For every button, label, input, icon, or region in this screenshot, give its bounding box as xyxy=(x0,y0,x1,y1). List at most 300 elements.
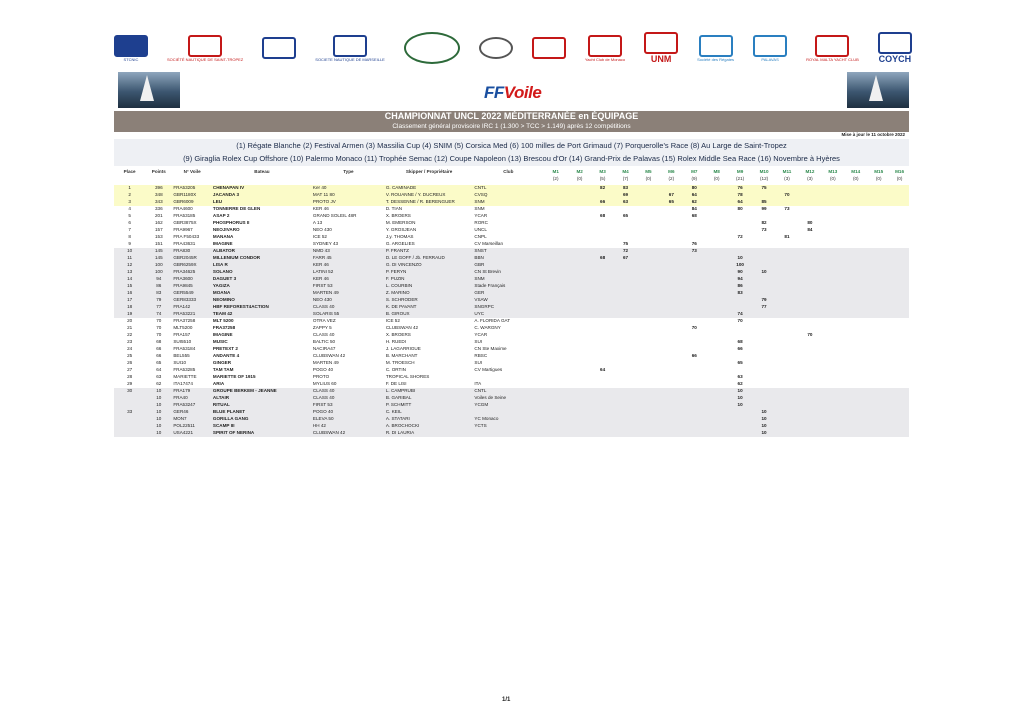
table-row xyxy=(114,276,909,283)
cell-m1 xyxy=(543,346,568,353)
cell-m13 xyxy=(821,283,844,290)
cell-m10 xyxy=(753,234,776,241)
cell-sail-number: SUI5510 xyxy=(173,339,192,345)
cell-m4 xyxy=(614,346,637,353)
cell-skipper: T. DESSENNE / R. BERENGUER xyxy=(385,199,474,206)
cell-m5 xyxy=(637,402,660,409)
cell-m14 xyxy=(844,367,867,374)
cell-m2 xyxy=(568,353,591,360)
table-row xyxy=(114,353,909,360)
cell-m5 xyxy=(637,367,660,374)
cell-type: FARR 45 xyxy=(312,255,385,262)
cell-m1 xyxy=(543,290,568,297)
cell-m2 xyxy=(568,192,591,199)
club-logo-3 xyxy=(262,28,296,68)
cell-m6 xyxy=(660,367,683,374)
header-m6-count: (2) xyxy=(668,175,675,181)
cell-m6 xyxy=(660,318,683,325)
cell-m14 xyxy=(844,241,867,248)
cell-points: 201 xyxy=(154,213,163,219)
table-row xyxy=(114,255,909,262)
cell-m3 xyxy=(591,234,614,241)
cell-type: KER 46 xyxy=(312,262,385,269)
table-row xyxy=(114,192,909,199)
cell-type: POGO 40 xyxy=(312,367,334,373)
cell-points: 70 xyxy=(156,325,162,331)
cell-type: ELEVA 50 xyxy=(312,416,385,423)
cell-m11 xyxy=(776,346,799,353)
cell-club: YCAR xyxy=(474,332,488,338)
societe-des-regates-logo-text: Société des Régates xyxy=(697,56,735,62)
cell-m11 xyxy=(776,304,799,311)
cell-skipper: B. GARIBAL xyxy=(385,395,474,402)
cell-m13 xyxy=(821,248,844,255)
header-m12-label: M12 xyxy=(805,169,815,174)
cell-points: 94 xyxy=(145,276,172,283)
cell-m13 xyxy=(821,241,844,248)
cell-m6 xyxy=(660,269,683,276)
cell-m6 xyxy=(660,423,683,430)
cell-m1 xyxy=(543,248,568,255)
cell-m14 xyxy=(844,325,867,332)
cell-m16 xyxy=(890,360,909,367)
cell-sail-number: GBR3875X xyxy=(173,220,197,226)
cell-club: CVSQ xyxy=(473,192,543,199)
cell-m6 xyxy=(660,227,683,234)
cell-m11 xyxy=(776,360,799,367)
cell-m1 xyxy=(543,395,568,402)
cell-m9: 63 xyxy=(737,374,743,380)
cell-m1 xyxy=(543,234,568,241)
results-table xyxy=(114,168,909,437)
header-m10-label: M10 xyxy=(759,169,769,174)
cell-m5 xyxy=(637,269,660,276)
header-skipper: Skipper / Propriétaire xyxy=(405,169,453,174)
cell-m5 xyxy=(637,416,660,423)
cell-m8 xyxy=(706,402,728,409)
cell-m14 xyxy=(844,416,867,423)
cell-m2 xyxy=(568,409,591,416)
cell-m5 xyxy=(637,234,660,241)
cell-m13 xyxy=(821,206,844,213)
cell-m15 xyxy=(867,192,890,199)
ffvoile-logo xyxy=(484,83,541,103)
cell-m15 xyxy=(867,402,890,409)
cell-m3 xyxy=(591,395,614,402)
cell-m9: 72 xyxy=(737,234,743,240)
cell-m14 xyxy=(844,311,867,318)
cell-m9: 10 xyxy=(728,255,753,262)
cell-m13 xyxy=(821,297,844,304)
cell-boat: TONNERRE DE GLEN xyxy=(212,206,261,212)
cell-m7: 68 xyxy=(691,213,697,219)
cell-skipper: C. KEIL xyxy=(385,409,474,416)
cell-m5 xyxy=(637,283,660,290)
cell-m11 xyxy=(776,402,799,409)
cell-m13 xyxy=(821,318,844,325)
cell-m15 xyxy=(867,241,890,248)
cell-m9: 68 xyxy=(737,339,743,345)
cell-m14 xyxy=(844,353,867,360)
cell-sail-number: MON7 xyxy=(172,416,212,423)
cell-m3 xyxy=(591,220,614,227)
cell-m11 xyxy=(776,269,799,276)
cell-boat: HBF REFOREST4ACTION xyxy=(212,304,312,311)
cell-m8 xyxy=(706,381,728,388)
cell-m7 xyxy=(683,409,706,416)
cell-m5 xyxy=(637,381,660,388)
cell-m5 xyxy=(637,213,660,220)
cell-m1 xyxy=(543,416,568,423)
cell-m14 xyxy=(844,430,867,437)
cell-m5 xyxy=(637,339,660,346)
unm-logo-text: UNM xyxy=(650,54,672,64)
table-row xyxy=(114,199,909,206)
cell-m5 xyxy=(637,297,660,304)
cell-m2 xyxy=(568,283,591,290)
table-row xyxy=(114,234,909,241)
cell-m3 xyxy=(591,346,614,353)
header-m4 xyxy=(614,168,637,185)
cell-place: 10 xyxy=(114,248,145,255)
cell-m13 xyxy=(821,227,844,234)
cell-m12 xyxy=(798,213,821,220)
cell-type: PROTO xyxy=(312,374,330,380)
cell-m4 xyxy=(614,227,637,234)
cell-m16 xyxy=(890,283,909,290)
cell-m3 xyxy=(591,374,614,381)
cell-m9: 70 xyxy=(737,318,743,324)
cell-m16 xyxy=(890,276,909,283)
cell-m5 xyxy=(637,332,660,339)
table-row xyxy=(114,360,909,367)
cell-m8 xyxy=(706,213,728,220)
cell-sail-number: GBR6009 xyxy=(172,199,212,206)
cell-m3: 66 xyxy=(591,199,614,206)
cell-m4 xyxy=(614,262,637,269)
cell-m2 xyxy=(568,332,591,339)
cell-points: 10 xyxy=(145,430,172,437)
cell-m10 xyxy=(753,332,776,339)
cell-m13 xyxy=(821,367,844,374)
header-m5-label: M5 xyxy=(645,169,652,174)
table-row xyxy=(114,304,909,311)
cell-m5 xyxy=(637,318,660,325)
cell-m16 xyxy=(890,227,909,234)
cell-points: 66 xyxy=(156,353,162,359)
cell-m14 xyxy=(844,297,867,304)
header-m3-label: M3 xyxy=(599,169,606,174)
cell-m16 xyxy=(890,325,909,332)
yacht-club-de-monaco-logo-text: Yacht Club de Monaco xyxy=(584,56,626,62)
cell-m14 xyxy=(844,213,867,220)
cell-m3 xyxy=(591,423,614,430)
cell-m7 xyxy=(683,297,706,304)
header-m15-label: M15 xyxy=(874,169,884,174)
header-club: Club xyxy=(503,169,514,174)
table-row xyxy=(114,381,909,388)
cell-club: A. FLORIDA GAT xyxy=(474,318,511,324)
cell-m13 xyxy=(821,276,844,283)
societe-nautique-marseille-logo-mark-icon xyxy=(333,35,367,57)
cell-type: A 13 xyxy=(312,220,323,226)
cell-type: BALTIC 50 xyxy=(312,339,336,345)
cell-m7: 73 xyxy=(683,248,706,255)
cell-sail-number: FRA43631 xyxy=(173,241,196,247)
cell-m4: 72 xyxy=(614,248,637,255)
cell-m12 xyxy=(798,311,821,318)
cell-m14 xyxy=(844,262,867,269)
cell-m4 xyxy=(614,409,637,416)
cell-m8 xyxy=(706,346,728,353)
cell-m16 xyxy=(890,199,909,206)
cell-skipper: L. COURBIN xyxy=(385,283,474,290)
cell-m8 xyxy=(706,339,728,346)
cell-m1 xyxy=(543,241,568,248)
cell-m4 xyxy=(614,374,637,381)
cell-m11 xyxy=(776,416,799,423)
cell-m4 xyxy=(614,297,637,304)
cell-m10 xyxy=(753,360,776,367)
cell-m10 xyxy=(753,213,776,220)
cell-m12 xyxy=(798,276,821,283)
cell-sail-number: FRA179 xyxy=(172,388,212,395)
cell-m16 xyxy=(890,185,909,192)
cell-place: 5 xyxy=(128,213,131,219)
cell-m11 xyxy=(776,276,799,283)
cell-m1 xyxy=(543,325,568,332)
cell-m2 xyxy=(568,360,591,367)
cell-boat: ALBATOR xyxy=(212,248,312,255)
cell-m13 xyxy=(821,416,844,423)
cell-m2 xyxy=(568,325,591,332)
cell-m4 xyxy=(614,353,637,360)
cell-sail-number: FRA9967 xyxy=(173,227,193,233)
cell-m16 xyxy=(890,402,909,409)
cell-m4 xyxy=(614,290,637,297)
cell-m1 xyxy=(543,262,568,269)
cell-club: CNTL xyxy=(473,185,543,192)
cell-m14 xyxy=(844,255,867,262)
cell-m14 xyxy=(844,339,867,346)
cell-m12 xyxy=(798,395,821,402)
cell-m11 xyxy=(776,227,799,234)
cell-skipper: B. MARCHANT xyxy=(385,353,418,359)
cell-m11: 81 xyxy=(784,234,790,240)
cell-type: NACIRA47 xyxy=(312,346,336,352)
cell-m4 xyxy=(614,430,637,437)
cell-m2 xyxy=(568,185,591,192)
cell-m14 xyxy=(844,199,867,206)
cell-skipper: L. CAMPRUBI xyxy=(385,388,474,395)
cell-club: VSAW xyxy=(473,297,543,304)
cell-m6 xyxy=(660,353,683,360)
cell-points: 63 xyxy=(156,374,162,380)
societe-nautique-marseille-logo xyxy=(315,28,385,68)
cell-m6 xyxy=(660,374,683,381)
cell-m1 xyxy=(543,227,568,234)
header-m6-label: M6 xyxy=(668,169,675,174)
cell-type: ZAPPY 5 xyxy=(312,325,332,331)
cell-m13 xyxy=(821,192,844,199)
cell-m7 xyxy=(683,262,706,269)
cell-m7 xyxy=(683,423,706,430)
porquerolles-yacht-club-logo xyxy=(479,28,513,68)
cell-m6 xyxy=(660,213,683,220)
cell-m6 xyxy=(660,297,683,304)
cell-sail-number: ITA17474 xyxy=(173,381,193,387)
header-m4-count: (7) xyxy=(622,175,629,181)
cell-m9 xyxy=(728,430,753,437)
cell-place: 8 xyxy=(128,234,131,240)
cell-m8 xyxy=(706,318,728,325)
cell-m7 xyxy=(683,388,706,395)
table-row xyxy=(114,269,909,276)
cell-m12 xyxy=(798,346,821,353)
cell-club: CV Marseillan xyxy=(474,241,503,247)
cell-sail-number: FRA142 xyxy=(172,304,212,311)
cell-m2 xyxy=(568,423,591,430)
page-number: 1/1 xyxy=(502,697,511,703)
cell-club: Voiles de Seine xyxy=(473,395,543,402)
cell-m8 xyxy=(706,269,728,276)
club-logo-7-mark-icon xyxy=(532,37,566,59)
cell-sail-number: BEL555 xyxy=(173,353,190,359)
table-row xyxy=(114,367,909,374)
cell-m2 xyxy=(568,255,591,262)
cell-m11 xyxy=(776,353,799,360)
cell-m16 xyxy=(890,353,909,360)
cell-m15 xyxy=(867,234,890,241)
cell-boat: BLUE PLANET xyxy=(212,409,312,416)
cell-skipper: F. DE LISI xyxy=(385,381,407,387)
cell-points: 162 xyxy=(154,220,163,226)
cell-m16 xyxy=(890,416,909,423)
cell-m7 xyxy=(683,318,706,325)
cell-boat: FRA37258 xyxy=(212,325,236,331)
header-m13 xyxy=(821,168,844,185)
cell-m6 xyxy=(660,304,683,311)
cell-m14 xyxy=(844,402,867,409)
cell-m11 xyxy=(776,318,799,325)
cell-m1 xyxy=(543,297,568,304)
title-banner xyxy=(114,111,909,132)
cell-m15 xyxy=(867,290,890,297)
cell-club: YCAR xyxy=(474,213,488,219)
cell-m5 xyxy=(637,248,660,255)
cell-m12: 84 xyxy=(807,227,813,233)
cell-m3 xyxy=(591,290,614,297)
cell-place: 6 xyxy=(128,220,131,226)
cell-m5 xyxy=(637,374,660,381)
cell-skipper: B. GIROUX xyxy=(385,311,474,318)
cell-m3 xyxy=(591,339,614,346)
cell-m1 xyxy=(543,402,568,409)
cell-m10 xyxy=(753,388,776,395)
cell-m16 xyxy=(890,430,909,437)
table-row xyxy=(114,227,909,234)
cell-m16 xyxy=(890,213,909,220)
cell-club: CNPL xyxy=(474,234,487,240)
cell-m2 xyxy=(568,234,591,241)
cell-m15 xyxy=(867,332,890,339)
cell-m16 xyxy=(890,388,909,395)
cell-points: 348 xyxy=(145,192,172,199)
ffvoile-ff: FF xyxy=(484,83,504,102)
cell-place: 33 xyxy=(114,409,145,416)
cell-type: CLASS 40 xyxy=(312,304,385,311)
cell-boat: NEOMINO xyxy=(212,297,312,304)
cell-sail-number: FRA53221 xyxy=(172,311,212,318)
header-m11-count: (3) xyxy=(784,175,790,181)
cell-m5 xyxy=(637,276,660,283)
cell-m6 xyxy=(660,339,683,346)
cell-m11 xyxy=(776,395,799,402)
cell-skipper: J.y. THOMAS xyxy=(385,234,414,240)
cell-m10: 77 xyxy=(753,304,776,311)
cell-m13 xyxy=(821,388,844,395)
cell-m12 xyxy=(798,388,821,395)
cell-points: 77 xyxy=(145,304,172,311)
cell-sail-number: GBR1180X xyxy=(172,192,212,199)
cell-m12 xyxy=(798,374,821,381)
cell-m9: 80 xyxy=(737,206,743,212)
cell-m6 xyxy=(660,409,683,416)
table-row xyxy=(114,283,909,290)
header-m7-count: (9) xyxy=(691,175,698,181)
porquerolles-yacht-club-logo-mark-icon xyxy=(479,37,513,59)
cell-place: 3 xyxy=(114,199,145,206)
cell-m13 xyxy=(821,255,844,262)
cell-m1 xyxy=(543,213,568,220)
club-logos-strip xyxy=(114,24,912,72)
page-subtitle: Classement général provisoire IRC 1 (1.300 > TCC > 1.149) après 12 compétitions xyxy=(392,123,631,130)
cell-m12 xyxy=(798,199,821,206)
table-row xyxy=(114,297,909,304)
cell-m6 xyxy=(660,388,683,395)
cell-place: 11 xyxy=(114,255,145,262)
header-m15-count: (0) xyxy=(875,175,882,181)
cell-m2 xyxy=(568,339,591,346)
cell-m13 xyxy=(821,213,844,220)
cell-place: 17 xyxy=(114,297,145,304)
cell-sail-number: FRA34625 xyxy=(172,269,212,276)
cell-sail-number: FRA3600 xyxy=(172,276,212,283)
cell-m12 xyxy=(798,297,821,304)
cell-m6 xyxy=(660,416,683,423)
cell-m2 xyxy=(568,290,591,297)
page-title: CHAMPIONNAT UNCL 2022 MÉDITERRANÉE en ÉQUIPAGE xyxy=(384,111,639,121)
table-row xyxy=(114,318,909,325)
cell-m9 xyxy=(728,297,753,304)
cell-m7 xyxy=(683,395,706,402)
cell-type: GRAND SOLEIL 48R xyxy=(312,213,357,219)
cell-skipper: S. SCHRODER xyxy=(385,297,474,304)
cell-m10 xyxy=(753,374,776,381)
table-row xyxy=(114,248,909,255)
cell-place: 28 xyxy=(127,374,133,380)
cell-m11 xyxy=(776,213,799,220)
cell-type: PROTO JV xyxy=(312,199,385,206)
unm-logo-mark-icon xyxy=(644,32,678,54)
cell-m8 xyxy=(706,388,728,395)
cell-m4: 65 xyxy=(622,213,629,219)
cell-m12 xyxy=(798,241,821,248)
club-logo-1-text: STCNIC xyxy=(123,56,139,62)
cell-m14 xyxy=(844,423,867,430)
cell-type: FIRST 53 xyxy=(312,283,385,290)
cell-m15 xyxy=(867,297,890,304)
